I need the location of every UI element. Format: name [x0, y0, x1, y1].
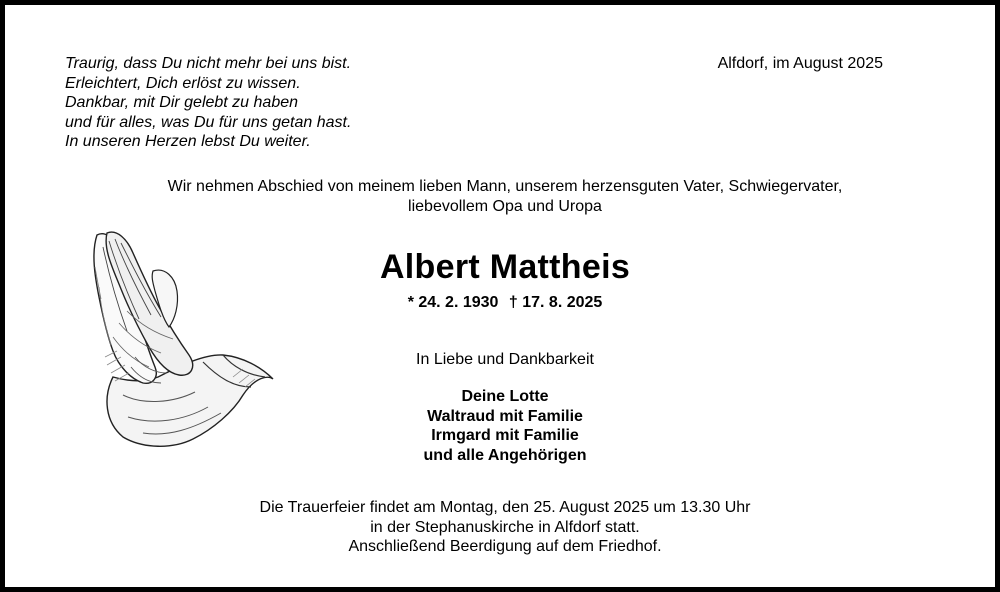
poem-line: und für alles, was Du für uns getan hast.: [65, 113, 352, 131]
funeral-notice: [5, 498, 1000, 557]
death-date: † 17. 8. 2025: [508, 294, 603, 311]
intro-line: liebevollem Opa und Uropa: [408, 197, 602, 215]
family-line: Deine Lotte: [461, 388, 549, 405]
place-date: Alfdorf, im August 2025: [717, 55, 883, 72]
birth-date: * 24. 2. 1930: [407, 294, 499, 311]
intro-text: [5, 177, 1000, 216]
family-line: und alle Angehörigen: [423, 446, 587, 464]
intro-line: Wir nehmen Abschied von meinem lieben Mann, unserem herzensguten Vater, Schwiegervater,: [167, 178, 843, 195]
life-dates: [5, 294, 1000, 312]
poem-line: In unseren Herzen lebst Du weiter.: [65, 133, 311, 150]
family-line: Waltraud mit Familie: [427, 407, 583, 425]
poem-line: Erleichtert, Dich erlöst zu wissen.: [65, 74, 301, 92]
funeral-line: Anschließend Beerdigung auf dem Friedhof.: [348, 538, 662, 555]
funeral-line: Die Trauerfeier findet am Montag, den 25. August 2025 um 13.30 Uhr: [259, 499, 751, 516]
poem-line: Traurig, dass Du nicht mehr bei uns bist.: [65, 55, 352, 72]
funeral-line: in der Stephanuskirche in Alfdorf statt.: [370, 518, 640, 536]
poem: [65, 54, 351, 152]
love-line: In Liebe und Dankbarkeit: [416, 351, 594, 368]
poem-line: Dankbar, mit Dir gelebt zu haben: [65, 94, 299, 111]
family-line: Irmgard mit Familie: [431, 427, 579, 444]
family-list: [5, 387, 1000, 465]
deceased-name: Albert Mattheis: [379, 248, 631, 286]
